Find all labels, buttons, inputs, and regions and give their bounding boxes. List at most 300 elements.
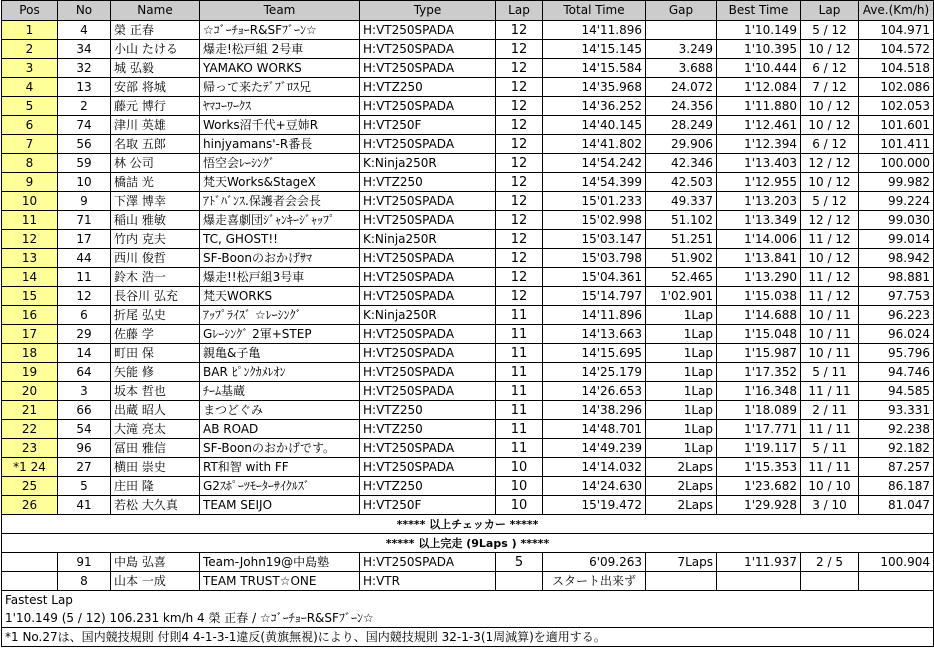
cell-total-time: 14'49.239 bbox=[543, 439, 646, 458]
cell-team: TEAM SEIJO bbox=[200, 496, 360, 515]
cell-name: 安部 将城 bbox=[111, 78, 200, 97]
cell-gap: 51.102 bbox=[646, 211, 717, 230]
cell-type: H:VT250SPADA bbox=[360, 211, 496, 230]
cell-name: 山本 一成 bbox=[111, 572, 200, 591]
cell-best-lap: 5 / 11 bbox=[801, 439, 859, 458]
cell-best-lap: 12 / 12 bbox=[801, 154, 859, 173]
table-row bbox=[2, 420, 934, 439]
cell-type: H:VTZ250 bbox=[360, 78, 496, 97]
cell-best-lap: 6 / 12 bbox=[801, 59, 859, 78]
cell-ave: 99.014 bbox=[859, 230, 934, 249]
table-row bbox=[2, 192, 934, 211]
cell-best-time: 1'12.955 bbox=[717, 173, 801, 192]
cell-type: H:VT250SPADA bbox=[360, 59, 496, 78]
cell-team: BAR ﾋﾟﾝｸｶﾒﾚｵﾝ bbox=[200, 363, 360, 382]
cell-type: H:VT250SPADA bbox=[360, 249, 496, 268]
cell-type: H:VT250SPADA bbox=[360, 458, 496, 477]
cell-best-time: 1'10.444 bbox=[717, 59, 801, 78]
cell-name: 藤元 博行 bbox=[111, 97, 200, 116]
cell-ave: 98.881 bbox=[859, 268, 934, 287]
table-row bbox=[2, 553, 934, 572]
cell-team: ﾁｰﾑ基蔵 bbox=[200, 382, 360, 401]
cell-total-time: 14'41.802 bbox=[543, 135, 646, 154]
cell-pos: *1 24 bbox=[2, 458, 58, 477]
cell-ave: 81.047 bbox=[859, 496, 934, 515]
cell-pos: 13 bbox=[2, 249, 58, 268]
cell-gap: 1Lap bbox=[646, 363, 717, 382]
cell-gap: 51.902 bbox=[646, 249, 717, 268]
cell-best-lap: 10 / 10 bbox=[801, 477, 859, 496]
cell-best-lap: 10 / 11 bbox=[801, 306, 859, 325]
cell-name: 下澤 博幸 bbox=[111, 192, 200, 211]
cell-no: 91 bbox=[58, 553, 111, 572]
cell-type: K:Ninja250R bbox=[360, 306, 496, 325]
cell-name: 佐藤 学 bbox=[111, 325, 200, 344]
cell-best-lap: 10 / 12 bbox=[801, 173, 859, 192]
cell-type: H:VT250F bbox=[360, 496, 496, 515]
cell-ave: 101.601 bbox=[859, 116, 934, 135]
cell-no: 6 bbox=[58, 306, 111, 325]
col-no: No bbox=[58, 1, 111, 21]
cell-team: 梵天WORKS bbox=[200, 287, 360, 306]
cell-best-lap: 10 / 11 bbox=[801, 344, 859, 363]
cell-type: H:VT250SPADA bbox=[360, 363, 496, 382]
cell-best-lap: 11 / 12 bbox=[801, 268, 859, 287]
cell-no: 59 bbox=[58, 154, 111, 173]
cell-team: 爆走!!松戸組3号車 bbox=[200, 268, 360, 287]
table-row bbox=[2, 173, 934, 192]
cell-type: H:VT250SPADA bbox=[360, 268, 496, 287]
cell-gap: 1Lap bbox=[646, 401, 717, 420]
cell-ave: 94.585 bbox=[859, 382, 934, 401]
cell-gap: 1Lap bbox=[646, 420, 717, 439]
table-row bbox=[2, 382, 934, 401]
cell-lap: 11 bbox=[496, 306, 543, 325]
cell-best-lap: 6 / 12 bbox=[801, 135, 859, 154]
cell-gap: 1Lap bbox=[646, 325, 717, 344]
cell-no: 66 bbox=[58, 401, 111, 420]
cell-name: 橋詰 光 bbox=[111, 173, 200, 192]
table-row bbox=[2, 249, 934, 268]
cell-team: まつどぐみ bbox=[200, 401, 360, 420]
cell-pos: 19 bbox=[2, 363, 58, 382]
cell-best-time: 1'16.348 bbox=[717, 382, 801, 401]
col-ave: Ave.(Km/h) bbox=[859, 1, 934, 21]
cell-pos: 4 bbox=[2, 78, 58, 97]
cell-lap: 10 bbox=[496, 458, 543, 477]
cell-no: 64 bbox=[58, 363, 111, 382]
cell-best-time: 1'17.771 bbox=[717, 420, 801, 439]
col-type: Type bbox=[360, 1, 496, 21]
cell-type: H:VTZ250 bbox=[360, 401, 496, 420]
checker-row bbox=[2, 515, 934, 534]
cell-name: 長谷川 弘充 bbox=[111, 287, 200, 306]
col-name: Name bbox=[111, 1, 200, 21]
cell-name: 大滝 亮太 bbox=[111, 420, 200, 439]
fastest-lap-title-row bbox=[2, 591, 934, 610]
cell-pos: 1 bbox=[2, 21, 58, 40]
cell-gap: 24.356 bbox=[646, 97, 717, 116]
cell-total-time: 14'40.145 bbox=[543, 116, 646, 135]
cell-best-lap: 12 / 12 bbox=[801, 211, 859, 230]
cell-total-time: 15'19.472 bbox=[543, 496, 646, 515]
cell-best-lap: 10 / 12 bbox=[801, 249, 859, 268]
cell-team: AB ROAD bbox=[200, 420, 360, 439]
checker-label: ***** 以上チェッカー ***** bbox=[2, 515, 934, 534]
cell-total-time: 15'01.233 bbox=[543, 192, 646, 211]
cell-name: 名取 五郎 bbox=[111, 135, 200, 154]
cell-no: 27 bbox=[58, 458, 111, 477]
cell-name: 榮 正春 bbox=[111, 21, 200, 40]
cell-no: 4 bbox=[58, 21, 111, 40]
cell-best-lap: 10 / 12 bbox=[801, 116, 859, 135]
cell-total-time: 14'35.968 bbox=[543, 78, 646, 97]
cell-lap: 11 bbox=[496, 382, 543, 401]
cell-total-time: 14'25.179 bbox=[543, 363, 646, 382]
cell-name: 町田 保 bbox=[111, 344, 200, 363]
cell-no: 5 bbox=[58, 477, 111, 496]
cell-no: 3 bbox=[58, 382, 111, 401]
cell-team: hinjyamans'-R番長 bbox=[200, 135, 360, 154]
cell-pos: 11 bbox=[2, 211, 58, 230]
col-best-time: Best Time bbox=[717, 1, 801, 21]
cell-lap: 12 bbox=[496, 268, 543, 287]
cell-total-time: 15'03.798 bbox=[543, 249, 646, 268]
cell-ave: 102.053 bbox=[859, 97, 934, 116]
cell-ave: 101.411 bbox=[859, 135, 934, 154]
cell-best-time: 1'13.841 bbox=[717, 249, 801, 268]
cell-no: 41 bbox=[58, 496, 111, 515]
cell-gap: 1Lap bbox=[646, 306, 717, 325]
cell-best-time: 1'18.089 bbox=[717, 401, 801, 420]
cell-ave: 93.331 bbox=[859, 401, 934, 420]
cell-type: H:VTZ250 bbox=[360, 420, 496, 439]
cell-team: ﾔﾏｺｰﾜｰｸｽ bbox=[200, 97, 360, 116]
cell-total-time: 14'15.145 bbox=[543, 40, 646, 59]
cell-gap: 49.337 bbox=[646, 192, 717, 211]
cell-gap bbox=[646, 572, 717, 591]
cell-best-lap: 11 / 11 bbox=[801, 382, 859, 401]
cell-ave: 92.182 bbox=[859, 439, 934, 458]
cell-pos: 18 bbox=[2, 344, 58, 363]
cell-no: 2 bbox=[58, 97, 111, 116]
table-row bbox=[2, 135, 934, 154]
col-total-time: Total Time bbox=[543, 1, 646, 21]
table-row bbox=[2, 439, 934, 458]
cell-ave: 97.753 bbox=[859, 287, 934, 306]
fastest-lap-title: Fastest Lap bbox=[2, 591, 934, 610]
cell-type: H:VT250SPADA bbox=[360, 97, 496, 116]
cell-best-time: 1'10.395 bbox=[717, 40, 801, 59]
cell-gap: 2Laps bbox=[646, 458, 717, 477]
cell-lap bbox=[496, 572, 543, 591]
cell-lap: 12 bbox=[496, 97, 543, 116]
cell-gap bbox=[646, 21, 717, 40]
results-body bbox=[2, 21, 934, 515]
col-best-lap: Lap bbox=[801, 1, 859, 21]
cell-best-lap: 10 / 12 bbox=[801, 97, 859, 116]
cell-lap: 12 bbox=[496, 78, 543, 97]
cell-team: 悟空会ﾚｰｼﾝｸﾞ bbox=[200, 154, 360, 173]
cell-pos: 2 bbox=[2, 40, 58, 59]
table-row bbox=[2, 306, 934, 325]
cell-total-time: 14'11.896 bbox=[543, 21, 646, 40]
cell-lap: 12 bbox=[496, 211, 543, 230]
cell-pos: 3 bbox=[2, 59, 58, 78]
cell-name: 横田 崇史 bbox=[111, 458, 200, 477]
cell-total-time: 14'36.252 bbox=[543, 97, 646, 116]
cell-team: 親亀&子亀 bbox=[200, 344, 360, 363]
cell-pos: 21 bbox=[2, 401, 58, 420]
cell-no: 32 bbox=[58, 59, 111, 78]
cell-type: H:VT250SPADA bbox=[360, 382, 496, 401]
cell-no: 54 bbox=[58, 420, 111, 439]
cell-gap: 2Laps bbox=[646, 477, 717, 496]
cell-lap: 5 bbox=[496, 553, 543, 572]
cell-best-lap: 10 / 12 bbox=[801, 40, 859, 59]
footnote: *1 No.27は、国内競技規則 付則4 4-1-3-1違反(黄旗無視)により、国内競技規則 32-1-3(1周減算)を適用する。 bbox=[2, 628, 934, 647]
cell-team: ｱｯﾌﾟﾗｲｽﾞ ☆ﾚｰｼﾝｸﾞ bbox=[200, 306, 360, 325]
cell-type: H:VT250SPADA bbox=[360, 287, 496, 306]
footnote-row bbox=[2, 628, 934, 647]
cell-lap: 11 bbox=[496, 439, 543, 458]
cell-name: 矢能 修 bbox=[111, 363, 200, 382]
table-row bbox=[2, 325, 934, 344]
cell-gap: 3.688 bbox=[646, 59, 717, 78]
cell-name: 林 公司 bbox=[111, 154, 200, 173]
cell-lap: 11 bbox=[496, 325, 543, 344]
cell-pos: 9 bbox=[2, 173, 58, 192]
cell-pos: 23 bbox=[2, 439, 58, 458]
cell-best-time: 1'12.461 bbox=[717, 116, 801, 135]
cell-lap: 11 bbox=[496, 363, 543, 382]
cell-ave: 98.942 bbox=[859, 249, 934, 268]
table-row bbox=[2, 401, 934, 420]
cell-best-time: 1'14.006 bbox=[717, 230, 801, 249]
table-row bbox=[2, 458, 934, 477]
cell-lap: 12 bbox=[496, 116, 543, 135]
cell-team: YAMAKO WORKS bbox=[200, 59, 360, 78]
cell-name: 西川 俊哲 bbox=[111, 249, 200, 268]
cell-best-time: 1'13.203 bbox=[717, 192, 801, 211]
cell-pos: 14 bbox=[2, 268, 58, 287]
cell-ave bbox=[859, 572, 934, 591]
cell-no: 14 bbox=[58, 344, 111, 363]
cell-gap: 51.251 bbox=[646, 230, 717, 249]
table-row bbox=[2, 59, 934, 78]
cell-team: TC, GHOST!! bbox=[200, 230, 360, 249]
cell-no: 11 bbox=[58, 268, 111, 287]
cell-gap: 42.346 bbox=[646, 154, 717, 173]
cell-pos: 7 bbox=[2, 135, 58, 154]
cell-best-time: 1'15.987 bbox=[717, 344, 801, 363]
cell-best-lap: 10 / 11 bbox=[801, 325, 859, 344]
col-gap: Gap bbox=[646, 1, 717, 21]
cell-lap: 12 bbox=[496, 192, 543, 211]
cell-pos: 20 bbox=[2, 382, 58, 401]
table-row bbox=[2, 21, 934, 40]
cell-total-time: 14'15.695 bbox=[543, 344, 646, 363]
cell-team: ☆ｺﾞｰﾁｮｰR&SFﾌﾞｰﾝ☆ bbox=[200, 21, 360, 40]
cell-type: H:VT250SPADA bbox=[360, 40, 496, 59]
cell-best-lap: 7 / 12 bbox=[801, 78, 859, 97]
cell-lap: 11 bbox=[496, 344, 543, 363]
cell-best-time: 1'11.937 bbox=[717, 553, 801, 572]
cell-no: 17 bbox=[58, 230, 111, 249]
cell-gap: 1Lap bbox=[646, 382, 717, 401]
cell-type: K:Ninja250R bbox=[360, 230, 496, 249]
cell-best-lap: 5 / 12 bbox=[801, 21, 859, 40]
cell-no: 9 bbox=[58, 192, 111, 211]
cell-best-lap: 3 / 10 bbox=[801, 496, 859, 515]
cell-ave: 99.224 bbox=[859, 192, 934, 211]
cell-ave: 99.982 bbox=[859, 173, 934, 192]
cell-lap: 12 bbox=[496, 249, 543, 268]
cell-ave: 104.971 bbox=[859, 21, 934, 40]
cell-name: 庄田 隆 bbox=[111, 477, 200, 496]
cell-name: 津川 英雄 bbox=[111, 116, 200, 135]
cell-name: 出蔵 昭人 bbox=[111, 401, 200, 420]
cell-ave: 100.000 bbox=[859, 154, 934, 173]
cell-total-time: 14'11.896 bbox=[543, 306, 646, 325]
cell-lap: 12 bbox=[496, 21, 543, 40]
cell-pos: 26 bbox=[2, 496, 58, 515]
cell-pos: 10 bbox=[2, 192, 58, 211]
cell-best-lap: 11 / 12 bbox=[801, 287, 859, 306]
cell-type: H:VTZ250 bbox=[360, 173, 496, 192]
cell-no: 8 bbox=[58, 572, 111, 591]
cell-ave: 96.223 bbox=[859, 306, 934, 325]
table-row bbox=[2, 154, 934, 173]
cell-lap: 11 bbox=[496, 420, 543, 439]
cell-team: 帰って来たﾃﾞﾌﾞﾛｽ兄 bbox=[200, 78, 360, 97]
cell-no: 29 bbox=[58, 325, 111, 344]
fastest-lap-row bbox=[2, 609, 934, 628]
cell-best-time bbox=[717, 572, 801, 591]
cell-total-time: 14'15.584 bbox=[543, 59, 646, 78]
cell-lap: 12 bbox=[496, 230, 543, 249]
cell-total-time: 15'03.147 bbox=[543, 230, 646, 249]
cell-ave: 99.030 bbox=[859, 211, 934, 230]
cell-total-time: 14'48.701 bbox=[543, 420, 646, 439]
cell-pos: 22 bbox=[2, 420, 58, 439]
cell-best-lap: 2 / 5 bbox=[801, 553, 859, 572]
table-row bbox=[2, 287, 934, 306]
cell-pos: 8 bbox=[2, 154, 58, 173]
cell-best-time: 1'13.290 bbox=[717, 268, 801, 287]
cell-team: 爆走!松戸組 2号車 bbox=[200, 40, 360, 59]
cell-gap: 1Lap bbox=[646, 344, 717, 363]
cell-best-time: 1'19.117 bbox=[717, 439, 801, 458]
cell-lap: 10 bbox=[496, 477, 543, 496]
cell-ave: 87.257 bbox=[859, 458, 934, 477]
cell-lap: 12 bbox=[496, 135, 543, 154]
cell-lap: 12 bbox=[496, 287, 543, 306]
cell-total-time: 14'13.663 bbox=[543, 325, 646, 344]
fastest-lap-text: 1'10.149 (5 / 12) 106.231 km/h 4 榮 正春 / ☆ｺﾞｰﾁｮｰR&SFﾌﾞｰﾝ☆ bbox=[2, 609, 934, 628]
cell-pos bbox=[2, 553, 58, 572]
cell-total-time: 15'04.361 bbox=[543, 268, 646, 287]
cell-team: Team-John19@中島塾 bbox=[200, 553, 360, 572]
cell-no: 13 bbox=[58, 78, 111, 97]
col-pos: Pos bbox=[2, 1, 58, 21]
cell-ave: 100.904 bbox=[859, 553, 934, 572]
cell-gap: 7Laps bbox=[646, 553, 717, 572]
cell-lap: 10 bbox=[496, 496, 543, 515]
cell-ave: 94.746 bbox=[859, 363, 934, 382]
cell-type: H:VTR bbox=[360, 572, 496, 591]
cell-best-time: 1'14.688 bbox=[717, 306, 801, 325]
cell-no: 74 bbox=[58, 116, 111, 135]
table-row bbox=[2, 230, 934, 249]
cell-name: 冨田 雅信 bbox=[111, 439, 200, 458]
cell-gap: 24.072 bbox=[646, 78, 717, 97]
cell-best-lap: 5 / 12 bbox=[801, 192, 859, 211]
cell-name: 中島 弘喜 bbox=[111, 553, 200, 572]
cell-ave: 104.572 bbox=[859, 40, 934, 59]
cell-team: ｱﾄﾞﾊﾞﾝｽ.保護者会会長 bbox=[200, 192, 360, 211]
cell-total-time: 14'54.242 bbox=[543, 154, 646, 173]
cell-lap: 12 bbox=[496, 173, 543, 192]
cell-total-time: スタート出来ず bbox=[543, 572, 646, 591]
cell-pos: 25 bbox=[2, 477, 58, 496]
cell-best-lap: 5 / 11 bbox=[801, 363, 859, 382]
cell-best-time: 1'13.349 bbox=[717, 211, 801, 230]
cell-team: 梵天Works&StageX bbox=[200, 173, 360, 192]
cell-total-time: 14'26.653 bbox=[543, 382, 646, 401]
cell-gap: 1Lap bbox=[646, 439, 717, 458]
table-row bbox=[2, 78, 934, 97]
completed-label: ***** 以上完走 (9Laps ) ***** bbox=[2, 534, 934, 553]
cell-no: 10 bbox=[58, 173, 111, 192]
cell-team: SF-Boonのおかげです。 bbox=[200, 439, 360, 458]
cell-ave: 86.187 bbox=[859, 477, 934, 496]
cell-gap: 42.503 bbox=[646, 173, 717, 192]
completed-row bbox=[2, 534, 934, 553]
cell-best-time: 1'29.928 bbox=[717, 496, 801, 515]
cell-best-time: 1'12.084 bbox=[717, 78, 801, 97]
cell-best-time: 1'23.682 bbox=[717, 477, 801, 496]
col-team: Team bbox=[200, 1, 360, 21]
table-row bbox=[2, 116, 934, 135]
col-lap: Lap bbox=[496, 1, 543, 21]
cell-total-time: 14'14.032 bbox=[543, 458, 646, 477]
cell-total-time: 14'54.399 bbox=[543, 173, 646, 192]
cell-pos bbox=[2, 572, 58, 591]
cell-ave: 95.796 bbox=[859, 344, 934, 363]
cell-name: 折尾 弘史 bbox=[111, 306, 200, 325]
cell-name: 城 弘毅 bbox=[111, 59, 200, 78]
cell-pos: 12 bbox=[2, 230, 58, 249]
cell-type: H:VT250SPADA bbox=[360, 553, 496, 572]
table-row bbox=[2, 344, 934, 363]
cell-lap: 12 bbox=[496, 154, 543, 173]
cell-total-time: 14'24.630 bbox=[543, 477, 646, 496]
cell-gap: 1'02.901 bbox=[646, 287, 717, 306]
cell-name: 小山 たける bbox=[111, 40, 200, 59]
cell-pos: 17 bbox=[2, 325, 58, 344]
cell-type: H:VTZ250 bbox=[360, 477, 496, 496]
cell-no: 12 bbox=[58, 287, 111, 306]
cell-best-time: 1'15.353 bbox=[717, 458, 801, 477]
cell-gap: 29.906 bbox=[646, 135, 717, 154]
cell-gap: 3.249 bbox=[646, 40, 717, 59]
cell-no: 56 bbox=[58, 135, 111, 154]
table-row bbox=[2, 363, 934, 382]
cell-lap: 12 bbox=[496, 59, 543, 78]
cell-best-time: 1'15.038 bbox=[717, 287, 801, 306]
cell-pos: 6 bbox=[2, 116, 58, 135]
